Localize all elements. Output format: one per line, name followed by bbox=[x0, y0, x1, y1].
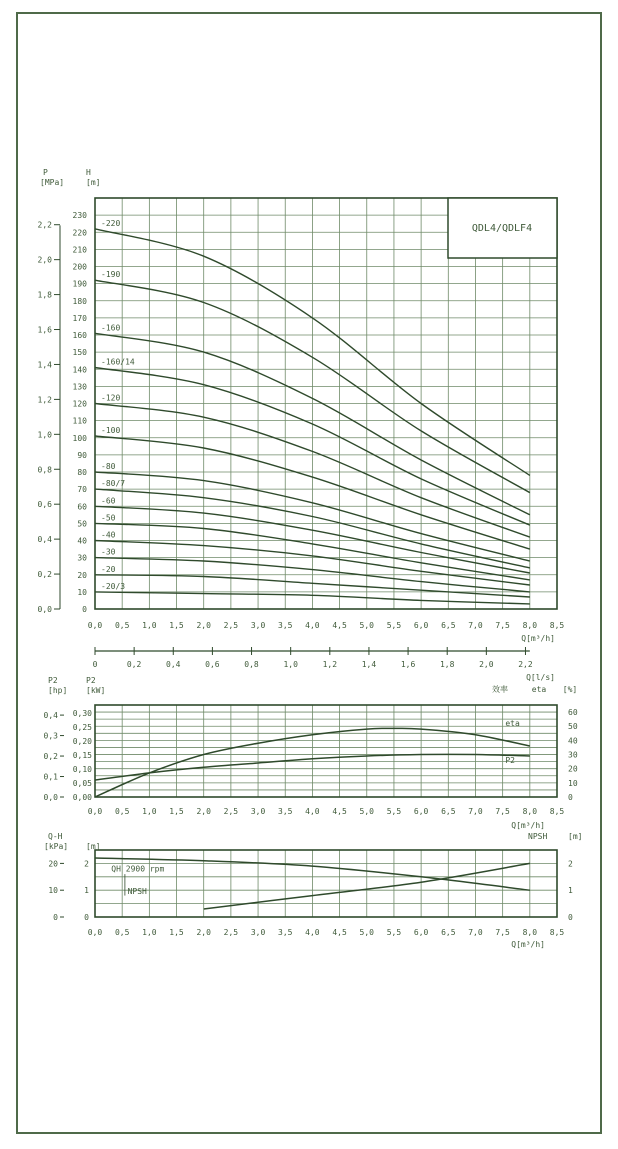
qh-curve-label: -40 bbox=[101, 530, 116, 540]
flow-ls-tick-label: 0,8 bbox=[244, 660, 259, 669]
flow-ls-tick-label: 1,4 bbox=[361, 660, 377, 669]
head-tick-label: 20 bbox=[77, 570, 87, 580]
head-tick-label: 0 bbox=[82, 605, 87, 614]
qh-m-tick-label: 2 bbox=[84, 859, 89, 869]
npsh-flow-tick-label: 6,5 bbox=[441, 928, 456, 937]
npsh-flow-tick-label: 4,5 bbox=[332, 928, 347, 937]
eta-flow-tick-label: 1,5 bbox=[169, 807, 184, 816]
flow-tick-label: 7,5 bbox=[495, 621, 510, 630]
eta-tick-label: 40 bbox=[568, 736, 578, 746]
npsh-tick-label: 2 bbox=[568, 859, 573, 869]
head-tick-label: 160 bbox=[72, 331, 87, 340]
eta-axis-unit: [%] bbox=[562, 685, 578, 694]
npsh-flow-tick-label: 2,0 bbox=[196, 928, 211, 937]
flow-ls-tick-label: 1,8 bbox=[439, 660, 455, 669]
head-tick-label: 150 bbox=[72, 348, 87, 358]
flow-ls-tick-label: 0 bbox=[92, 660, 98, 669]
eta-flow-tick-label: 8,0 bbox=[522, 807, 538, 816]
npsh-flow-tick-label: 1,0 bbox=[142, 928, 157, 937]
npsh-flow-tick-label: 5,5 bbox=[386, 928, 402, 937]
head-tick-label: 60 bbox=[77, 502, 87, 512]
pressure-tick-label: 1,2 bbox=[37, 395, 52, 405]
npsh-flow-tick-label: 0,0 bbox=[87, 928, 103, 937]
npsh-flow-tick-label: 7,5 bbox=[495, 928, 510, 937]
pressure-axis-symbol: P bbox=[43, 168, 48, 177]
flow-ls-tick-label: 0,6 bbox=[205, 660, 220, 669]
head-axis-symbol: H bbox=[86, 168, 91, 177]
flow-ls-tick-label: 1,2 bbox=[322, 660, 338, 669]
flow-tick-label: 2,0 bbox=[196, 621, 211, 630]
head-tick-label: 130 bbox=[72, 382, 87, 392]
head-tick-label: 10 bbox=[77, 587, 87, 597]
npsh-annotation: NPSH bbox=[127, 887, 147, 897]
npsh-flow-tick-label: 8,0 bbox=[522, 928, 538, 937]
pressure-tick-label: 2,0 bbox=[37, 255, 52, 265]
p2-kw-tick-label: 0,15 bbox=[72, 751, 92, 760]
npsh-flow-tick-label: 1,5 bbox=[169, 928, 184, 937]
qh-curve-label: -30 bbox=[101, 547, 116, 557]
npsh-axis-unit: [m] bbox=[568, 832, 583, 841]
npsh-tick-label: 1 bbox=[568, 886, 573, 896]
flow-tick-label: 1,0 bbox=[142, 621, 157, 630]
flow-ls-tick-label: 1,6 bbox=[400, 660, 416, 669]
npsh-flow-tick-label: 8,5 bbox=[549, 928, 565, 937]
head-tick-label: 200 bbox=[72, 262, 87, 272]
p2-hp-tick-label: 0,3 bbox=[43, 731, 58, 741]
head-tick-label: 50 bbox=[77, 519, 87, 529]
flow-tick-label: 5,5 bbox=[386, 621, 402, 630]
qh-curve-label: -20/3 bbox=[101, 581, 126, 591]
eta-flow-tick-label: 4,0 bbox=[305, 807, 320, 816]
flow-ls-tick-label: 2,0 bbox=[479, 660, 494, 669]
eta-flow-tick-label: 3,5 bbox=[278, 807, 293, 816]
flow-tick-label: 6,0 bbox=[413, 621, 429, 630]
eta-axis-symbol: eta bbox=[531, 685, 547, 694]
p2-hp-tick-label: 0,0 bbox=[43, 793, 58, 802]
pressure-tick-label: 2,2 bbox=[37, 220, 52, 230]
qh-kpa-tick-label: 10 bbox=[48, 886, 58, 896]
head-tick-label: 220 bbox=[72, 228, 87, 238]
qh-curve-label: -80/7 bbox=[101, 479, 126, 489]
npsh-flow-axis-label: Q[m³/h] bbox=[511, 940, 545, 949]
eta-axis-title: 效率 bbox=[492, 685, 508, 694]
flow-tick-label: 4,0 bbox=[305, 621, 320, 630]
head-tick-label: 90 bbox=[77, 450, 87, 460]
eta-flow-tick-label: 7,5 bbox=[495, 807, 510, 816]
p2-hp-tick-label: 0,2 bbox=[43, 752, 58, 762]
flow-tick-label: 5,0 bbox=[359, 621, 374, 630]
pressure-tick-label: 1,8 bbox=[37, 290, 52, 300]
p2-kw-unit: [kW] bbox=[86, 686, 106, 695]
flow-ls-tick-label: 2,2 bbox=[518, 660, 533, 669]
eta-flow-axis-label: Q[m³/h] bbox=[511, 821, 545, 830]
eta-flow-tick-label: 5,5 bbox=[386, 807, 402, 816]
npsh-flow-tick-label: 3,0 bbox=[250, 928, 266, 937]
eta-flow-tick-label: 6,0 bbox=[413, 807, 429, 816]
p2-hp-tick-label: 0,1 bbox=[43, 772, 58, 782]
p2-kw-tick-label: 0,00 bbox=[72, 793, 92, 802]
eta-tick-label: 50 bbox=[568, 722, 578, 732]
npsh-flow-tick-label: 2,5 bbox=[223, 928, 239, 937]
eta-flow-tick-label: 1,0 bbox=[142, 807, 157, 816]
flow-ls-tick-label: 0,2 bbox=[126, 660, 142, 669]
qh-kpa-symbol: Q-H bbox=[48, 832, 63, 841]
head-axis-unit: [m] bbox=[86, 178, 101, 187]
npsh-flow-tick-label: 4,0 bbox=[305, 928, 320, 937]
p2-kw-symbol: P2 bbox=[86, 676, 96, 685]
eta-tick-label: 60 bbox=[568, 708, 578, 718]
eta-flow-tick-label: 2,0 bbox=[196, 807, 211, 816]
pressure-tick-label: 0,0 bbox=[37, 605, 52, 614]
model-title: QDL4/QDLF4 bbox=[471, 223, 533, 234]
p2-kw-tick-label: 0,25 bbox=[72, 723, 92, 732]
flow-tick-label: 7,0 bbox=[468, 621, 483, 630]
pressure-tick-label: 0,4 bbox=[37, 535, 52, 545]
npsh-tick-label: 0 bbox=[568, 913, 573, 922]
npsh-axis-symbol: NPSH bbox=[528, 832, 548, 841]
head-tick-label: 70 bbox=[77, 485, 87, 495]
head-tick-label: 110 bbox=[72, 416, 87, 426]
qh-curve-label: -220 bbox=[101, 218, 121, 228]
eta-flow-tick-label: 0,5 bbox=[114, 807, 130, 816]
flow-tick-label: 3,5 bbox=[278, 621, 293, 630]
eta-tick-label: 20 bbox=[568, 764, 578, 774]
eta-curve-label: eta bbox=[505, 719, 520, 729]
qh-m-tick-label: 1 bbox=[84, 886, 89, 896]
flow-axis-label: Q[m³/h] bbox=[521, 634, 555, 643]
flow-ls-tick-label: 0,4 bbox=[166, 660, 181, 669]
qh-curve-label: -80 bbox=[101, 462, 116, 471]
head-tick-label: 210 bbox=[72, 245, 87, 255]
p2-hp-symbol: P2 bbox=[48, 676, 58, 685]
npsh-flow-tick-label: 7,0 bbox=[468, 928, 483, 937]
p2-kw-tick-label: 0,05 bbox=[72, 779, 92, 788]
npsh-flow-tick-label: 0,5 bbox=[114, 928, 130, 937]
npsh-flow-tick-label: 3,5 bbox=[278, 928, 293, 937]
eta-flow-tick-label: 6,5 bbox=[441, 807, 456, 816]
head-tick-label: 40 bbox=[77, 536, 87, 546]
head-tick-label: 80 bbox=[77, 468, 87, 477]
head-tick-label: 170 bbox=[72, 313, 87, 323]
qh-curve-label: -190 bbox=[101, 270, 121, 280]
qh-curve-label: -160/14 bbox=[101, 357, 135, 367]
qh-m-unit: [m] bbox=[86, 842, 101, 851]
flow-tick-label: 6,5 bbox=[441, 621, 456, 630]
flow-tick-label: 8,5 bbox=[549, 621, 565, 630]
qh-curve-label: -50 bbox=[101, 513, 116, 523]
qh-kpa-tick-label: 20 bbox=[48, 859, 58, 869]
eta-flow-tick-label: 4,5 bbox=[332, 807, 347, 816]
qh-kpa-unit: [kPa] bbox=[44, 842, 69, 851]
eta-flow-tick-label: 5,0 bbox=[359, 807, 374, 816]
pressure-tick-label: 0,6 bbox=[37, 500, 52, 510]
eta-tick-label: 30 bbox=[568, 750, 578, 760]
qh-curve-label: -120 bbox=[101, 393, 121, 403]
eta-flow-tick-label: 8,5 bbox=[549, 807, 565, 816]
flow-tick-label: 2,5 bbox=[223, 621, 239, 630]
eta-flow-tick-label: 0,0 bbox=[87, 807, 103, 816]
qh-kpa-tick-label: 0 bbox=[53, 913, 58, 922]
pressure-tick-label: 1,0 bbox=[37, 430, 52, 440]
qh-curve-label: -100 bbox=[101, 426, 121, 436]
eta-flow-tick-label: 2,5 bbox=[223, 807, 239, 816]
qh-curve-label: -20 bbox=[101, 564, 116, 574]
p2-hp-tick-label: 0,4 bbox=[43, 711, 58, 721]
eta-flow-tick-label: 3,0 bbox=[250, 807, 266, 816]
p2-kw-tick-label: 0,10 bbox=[72, 765, 92, 774]
qh-curve-label: -160 bbox=[101, 323, 121, 333]
eta-tick-label: 10 bbox=[568, 778, 578, 788]
flow-tick-label: 0,0 bbox=[87, 621, 103, 630]
flow-tick-label: 3,0 bbox=[250, 621, 266, 630]
head-tick-label: 230 bbox=[72, 211, 87, 221]
flow-tick-label: 0,5 bbox=[114, 621, 130, 630]
head-tick-label: 30 bbox=[77, 553, 87, 563]
pressure-tick-label: 0,8 bbox=[37, 465, 52, 475]
eta-tick-label: 0 bbox=[568, 793, 573, 802]
flow-ls-axis-label: Q[l/s] bbox=[526, 673, 555, 682]
pressure-axis-unit: [MPa] bbox=[40, 178, 65, 187]
pressure-tick-label: 1,6 bbox=[37, 325, 52, 335]
head-tick-label: 190 bbox=[72, 279, 87, 289]
pressure-tick-label: 1,4 bbox=[37, 360, 52, 370]
flow-tick-label: 4,5 bbox=[332, 621, 347, 630]
p2-curve-label: P2 bbox=[505, 756, 516, 766]
npsh-flow-tick-label: 6,0 bbox=[413, 928, 429, 937]
head-tick-label: 100 bbox=[72, 433, 87, 443]
qh-m-tick-label: 0 bbox=[84, 913, 89, 922]
eta-flow-tick-label: 7,0 bbox=[468, 807, 483, 816]
npsh-flow-tick-label: 5,0 bbox=[359, 928, 374, 937]
pressure-tick-label: 0,2 bbox=[37, 570, 52, 580]
flow-tick-label: 1,5 bbox=[169, 621, 184, 630]
head-tick-label: 180 bbox=[72, 296, 87, 306]
head-tick-label: 140 bbox=[72, 365, 87, 375]
p2-kw-tick-label: 0,30 bbox=[72, 709, 92, 718]
head-tick-label: 120 bbox=[72, 399, 87, 409]
qh-speed-annotation: QH 2900 rpm bbox=[111, 864, 165, 874]
p2-hp-unit: [hp] bbox=[48, 686, 68, 695]
qh-curve-label: -60 bbox=[101, 496, 116, 506]
flow-tick-label: 8,0 bbox=[522, 621, 538, 630]
flow-ls-tick-label: 1,0 bbox=[283, 660, 298, 669]
p2-kw-tick-label: 0,20 bbox=[72, 737, 92, 746]
